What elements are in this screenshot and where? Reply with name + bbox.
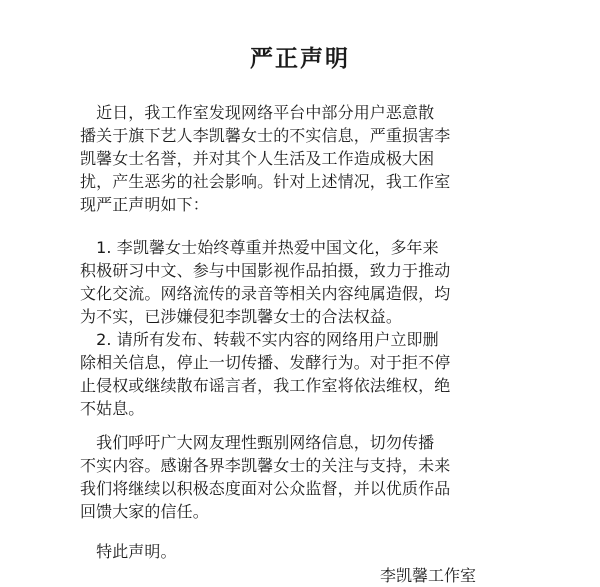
paragraph-line: 回馈大家的信任。 (80, 502, 209, 521)
paragraph-line: 为不实，已涉嫌侵犯李凯馨女士的合法权益。 (80, 307, 403, 326)
closing-line: 特此声明。 (80, 542, 177, 561)
paragraph-line: 我们将继续以积极态度面对公众监督，并以优质作品 (80, 479, 451, 498)
paragraph-line: 现严正声明如下： (80, 195, 209, 214)
paragraph-line: 近日，我工作室发现网络平台中部分用户恶意散 (80, 103, 435, 122)
intro-paragraph (80, 101, 508, 216)
paragraph-line: 播关于旗下艺人李凯馨女士的不实信息，严重损害李 (80, 126, 451, 145)
paragraph-line: 凯馨女士名誉，并对其个人生活及工作造成极大困 (80, 149, 435, 168)
paragraph-line: 我们呼吁广大网友理性甄别网络信息，切勿传播 (80, 433, 435, 452)
appeal-paragraph (80, 431, 508, 523)
paragraph-line: 积极研习中文、参与中国影视作品拍摄，致力于推动 (80, 261, 451, 280)
paragraph-line: 扰，产生恶劣的社会影响。针对上述情况，我工作室 (80, 172, 451, 191)
paragraph-line: 文化交流。网络流传的录音等相关内容纯属造假，均 (80, 284, 451, 303)
statement-points (80, 236, 508, 420)
statement-title: 严正声明 (250, 46, 350, 72)
paragraph-line: 1. 李凯馨女士始终尊重并热爱中国文化，多年来 (80, 238, 439, 257)
closing-paragraph (80, 540, 508, 563)
signature: 李凯馨工作室 (380, 566, 477, 585)
paragraph-line: 不实内容。感谢各界李凯馨女士的关注与支持，未来 (80, 456, 451, 475)
paragraph-line: 止侵权或继续散布谣言者，我工作室将依法维权，绝 (80, 376, 451, 395)
paragraph-line: 2. 请所有发布、转载不实内容的网络用户立即删 (80, 330, 439, 349)
paragraph-line: 不姑息。 (80, 399, 145, 418)
paragraph-line: 除相关信息，停止一切传播、发酵行为。对于拒不停 (80, 353, 451, 372)
